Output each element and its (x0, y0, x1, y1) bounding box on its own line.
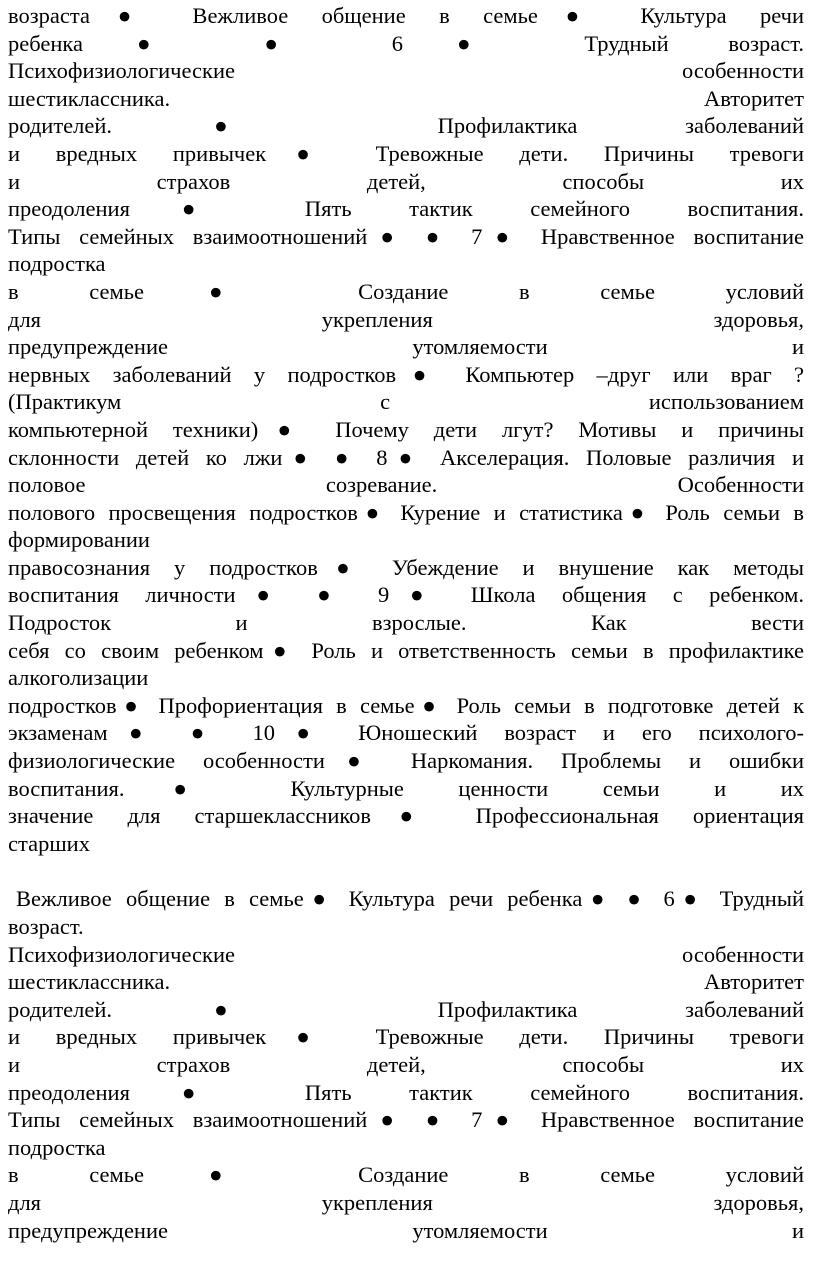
text-line: ребенка● ● 6● Трудный возраст. (8, 30, 804, 56)
text-line: Типы семейных взаимоотношений● ● 7● Нравственное воспитание (8, 223, 804, 249)
text-line: экзаменам● ● 10● Юношеский возраст и его психолого- (8, 720, 804, 746)
text-line: формировании (8, 527, 150, 553)
text-line: возраст. (8, 914, 84, 939)
text-block-2 (8, 885, 804, 1244)
text-line: нервных заболеваний у подростков● Компьютер –друг или враг ? (8, 361, 804, 387)
text-line: в семье● Создание в семье условий (8, 1162, 804, 1188)
text-line: подростка (8, 1134, 106, 1160)
text-line: в семье● Создание в семье условий (8, 278, 804, 304)
text-line: шестиклассника. Авторитет (8, 969, 804, 995)
paragraph-gap (8, 857, 804, 885)
text-line: (Практикум с использованием (8, 389, 804, 415)
text-line: родителей.● Профилактика заболеваний (8, 996, 804, 1022)
text-line: преодоления● Пять тактик семейного воспитания. (8, 1079, 804, 1105)
text-line: и страхов детей, способы их (8, 1051, 804, 1077)
text-line: половое созревание. Особенности (8, 472, 804, 498)
text-line: склонности детей ко лжи● ● 8● Акселерация. Половые различия и (8, 444, 804, 470)
text-line: полового просвещения подростков● Курение и статистика● Роль семьи в (8, 499, 804, 525)
text-line: алкоголизации (8, 665, 149, 691)
text-line: преодоления● Пять тактик семейного воспитания. (8, 196, 804, 222)
text-line: Подросток и взрослые. Как вести (8, 610, 804, 636)
text-line: правосознания у подростков● Убеждение и внушение как методы (8, 554, 804, 580)
text-line: значение для старшеклассников● Профессиональная ориентация (8, 803, 804, 829)
text-line: Вежливое общение в семье● Культура речи ребенка● ● 6● Трудный (16, 886, 804, 912)
text-line: физиологические особенности● Наркомания. Проблемы и ошибки (8, 748, 804, 774)
text-line: предупреждение утомляемости и (8, 1217, 804, 1243)
text-line: Психофизиологические особенности (8, 941, 804, 967)
text-line: старших (8, 830, 90, 856)
text-line: и вредных привычек● Тревожные дети. Причины тревоги (8, 140, 804, 166)
text-line: компьютерной техники)● Почему дети лгут? Мотивы и причины (8, 416, 804, 442)
text-line: предупреждение утомляемости и (8, 334, 804, 360)
text-line: Психофизиологические особенности (8, 58, 804, 84)
text-line: возраста● Вежливое общение в семье● Культура речи (8, 3, 804, 28)
text-line: и страхов детей, способы их (8, 168, 804, 194)
text-line: подростка (8, 251, 106, 277)
text-line: для укрепления здоровья, (8, 306, 804, 332)
text-line: и вредных привычек● Тревожные дети. Причины тревоги (8, 1024, 804, 1050)
text-line: родителей.● Профилактика заболеваний (8, 113, 804, 139)
text-line: воспитания личности● ● 9● Школа общения с ребенком. (8, 582, 804, 608)
text-line: Типы семейных взаимоотношений● ● 7● Нравственное воспитание (8, 1107, 804, 1133)
text-line: воспитания.● Культурные ценности семьи и их (8, 775, 804, 801)
text-line: для укрепления здоровья, (8, 1189, 804, 1215)
text-line: шестиклассника. Авторитет (8, 85, 804, 111)
text-line: подростков● Профориентация в семье● Роль семьи в подготовке детей к (8, 692, 804, 718)
text-block-1 (8, 2, 804, 857)
text-line: себя со своим ребенком● Роль и ответственность семьи в профилактике (8, 637, 804, 663)
